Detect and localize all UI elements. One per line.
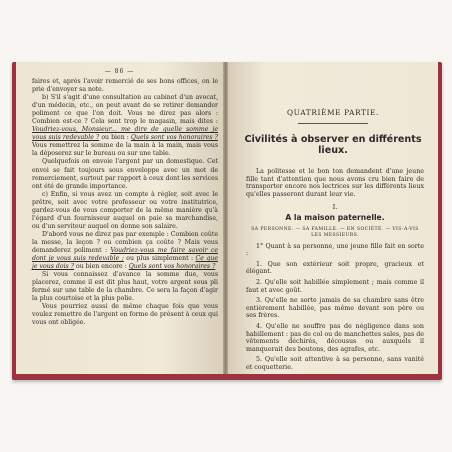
text-run: D'abord vous ne direz pas par exemple : Combien coûte la messe, la leçon ? ou combien ça coûte ? Mais vous demanderez poliment :: [32, 230, 218, 254]
text-run: Vous pourriez aussi de même chaque fois que vous voulez remettre de l'argent en forme de présent à ceux qui vous ont obligée.: [32, 303, 218, 327]
text-run: ou bien :: [99, 134, 131, 142]
text-run: Vous remettrez la somme de la main à la main, mais vous la déposerez sur le bureau ou sur une table.: [32, 142, 218, 158]
left-page-body: [32, 78, 218, 327]
item-list: [246, 243, 424, 372]
list-item: 5. Qu'elle soit attentive à sa personne, sans vanité et coquetterie.: [246, 356, 424, 371]
text-run: b) S'il s'agit d'une consultation au cabinet d'un avocat, d'un médecin, etc., on peut avant de se retirer demander poliment ce que l'on doit. Vous ne direz pas alors : Combien est-ce ? Cela sent trop le magasin, mais dites :: [32, 94, 218, 126]
left-page: [16, 62, 223, 374]
right-page-body: [228, 168, 438, 371]
handwritten-underlined-phrase: Quels sont vos honoraires ?: [128, 263, 216, 271]
text-run: faires et, après l'avoir remercié de ses bons offices, on le prie d'envoyer sa note.: [32, 78, 218, 94]
list-item: 4. Qu'elle ne souffre pas de négligence dans son habillement : pas de col ou de manchettes sales, pas de vêtements déchirés, décousus ou auxquels il manquerait des boutons, des agrafes, etc.: [246, 322, 424, 353]
list-item: 1. Que son extérieur soit propre, gracieux et élégant.: [246, 260, 424, 276]
handwritten-underlined-phrase: Voudriez-vous, Monsieur... me dire de quelle somme je vous suis redevable ?: [32, 126, 218, 142]
section-subheads: SA PERSONNE. — SA FAMILLE. — EN SOCIÉTÉ. — VIS-A-VIS LES MESSIEURS.: [251, 226, 419, 239]
open-book: [12, 62, 442, 380]
text-run: Si vous connaissez d'avance la somme due, vous placerez, comme il est dit plus haut, votre argent sous pli fermé sur une table de la chambre. Ce sera la façon d'agir la plus courtoise et la plus polie.: [32, 271, 218, 303]
left-paragraph: [32, 271, 218, 303]
left-paragraph: [32, 78, 218, 94]
handwritten-underlined-phrase: Ce que je vous dois ?: [32, 255, 218, 271]
text-run: ou bien encore :: [74, 263, 129, 271]
chapter-title: Civilités à observer en différents lieux.: [244, 134, 422, 156]
section-number: I.: [332, 203, 338, 212]
handwritten-underlined-phrase: Quels sont vos honoraires ?: [130, 134, 218, 142]
page-number: — 86 —: [104, 68, 135, 75]
text-run: Quelquefois on envoie l'argent par un domestique. Cet envoi se fait toujours sous enveloppe avec un mot de remerciement, surtout par rapport à ceux dont les services ont été de grande importance.: [32, 158, 218, 190]
text-run: ou plus simplement :: [123, 255, 196, 263]
left-paragraph: [32, 303, 218, 327]
part-heading: QUATRIÈME PARTIE.: [287, 108, 379, 117]
intro-paragraph: La politesse et le bon ton demandent d'une jeune fille tant d'attention que nous avons cru bien faire de transporter encore nos lectrices sur les différents lieux qu'elles passeront durant leur vie.: [246, 168, 424, 198]
left-paragraph: [32, 231, 218, 271]
list-item: 1° Quant à sa personne, une jeune fille fait en sorte :: [246, 242, 424, 258]
text-run: c) Enfin, si vous avez un compte à régler, soit avec le prêtre, soit avec votre professeur ou votre institutrice, gardez-vous de vous comporter de la même manière qu'à l'égard d'un fournisseur auquel on paie sa marchandise, ou d'un serviteur auquel on donne son salaire.: [32, 190, 218, 230]
left-paragraph: [32, 94, 218, 158]
left-paragraph: [32, 191, 218, 231]
right-page: [228, 62, 438, 374]
heading-divider: [298, 123, 368, 124]
handwritten-underlined-phrase: Voudriez-vous me faire savoir ce dont je vous suis redevable ;: [32, 246, 219, 263]
left-paragraph: [32, 158, 218, 190]
section-title: A la maison paternelle.: [285, 212, 385, 222]
list-item: 3. Qu'elle ne sorte jamais de sa chambre sans être entièrement habillée, pas même devant son père ou ses frères.: [246, 297, 424, 320]
list-item: 2. Qu'elle soit habillée simplement ; mais comme il faut et avec goût.: [246, 278, 424, 294]
